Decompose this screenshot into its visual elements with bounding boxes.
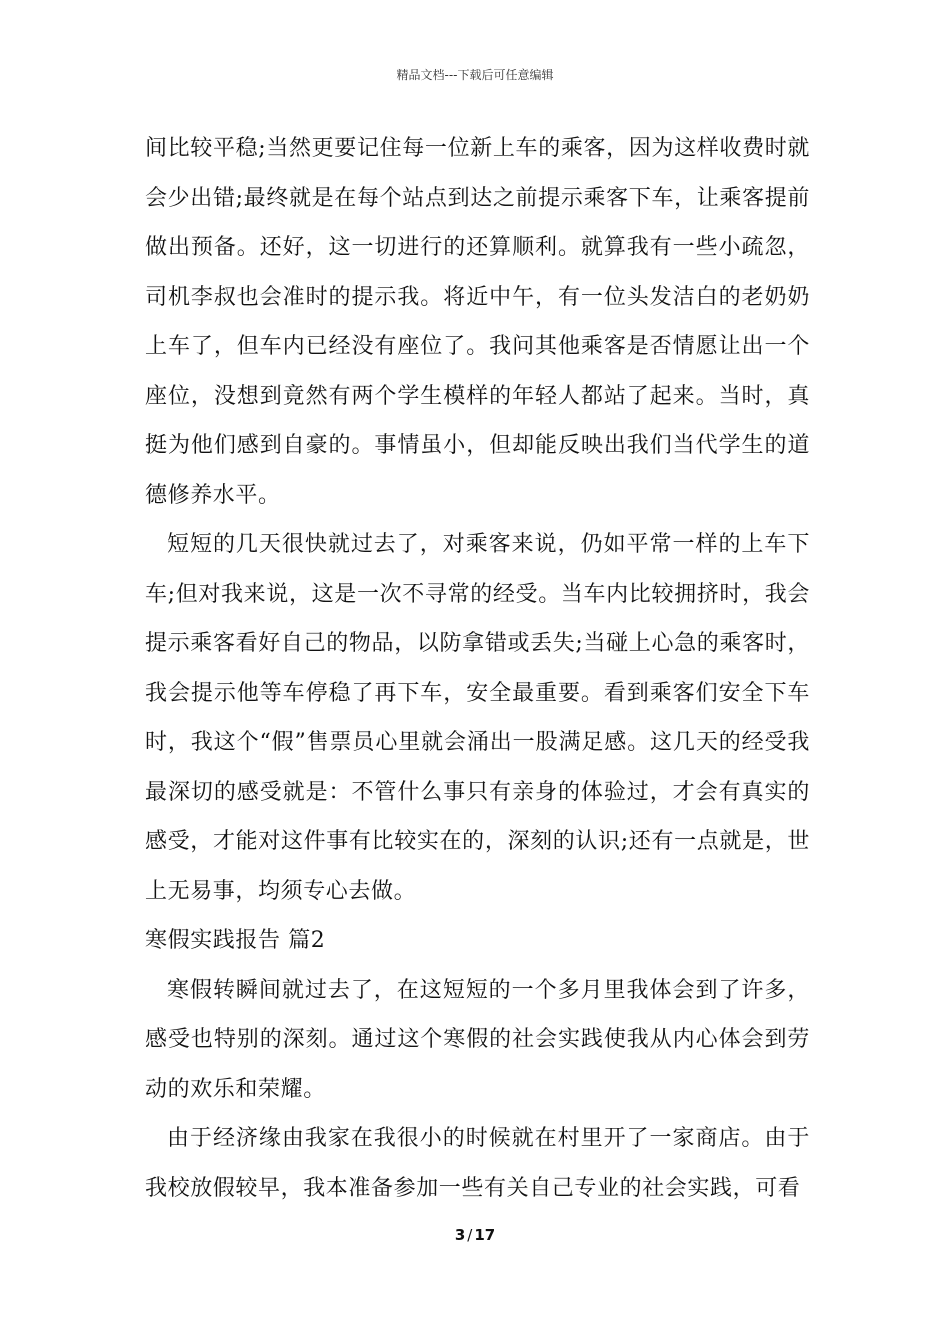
- page-header: 精品文档---下载后可任意编辑: [396, 68, 554, 82]
- paragraph-3: 寒假转瞬间就过去了，在这短短的一个多月里我体会到了许多，感受也特别的深刻。通过这个寒假的社会实践使我从内心体会到劳动的欢乐和荣耀。: [145, 977, 810, 1102]
- page-separator: /: [467, 1226, 473, 1244]
- paragraph-1: 间比较平稳;当然更要记住每一位新上车的乘客，因为这样收费时就会少出错;最终就是在每个站点到达之前提示乘客下车，让乘客提前做出预备。还好，这一切进行的还算顺利。就算我有一些小疏忽，司机李叔也会准时的提示我。将近中午，有一位头发洁白的老奶奶上车了，但车内已经没有座位了。我问其他乘客是否情愿让出一个座位，没想到竟然有两个学生模样的年轻人都站了起来。当时，真挺为他们感到自豪的。事情虽小，但却能反映出我们当代学生的道德修养水平。: [145, 136, 810, 508]
- paragraph-4: 由于经济缘由我家在我很小的时候就在村里开了一家商店。由于我校放假较早，我本准备参加一些有关自己专业的社会实践，可看: [145, 1126, 810, 1201]
- section-title: 寒假实践报告 篇2: [145, 928, 326, 953]
- current-page-number: 3: [454, 1226, 466, 1244]
- document-body: [145, 124, 810, 1213]
- page-number: [0, 1226, 950, 1244]
- paragraph-2: 短短的几天很快就过去了，对乘客来说，仍如平常一样的上车下车;但对我来说，这是一次不寻常的经受。当车内比较拥挤时，我会提示乘客看好自己的物品，以防拿错或丢失;当碰上心急的乘客时，我会提示他等车停稳了再下车，安全最重要。看到乘客们安全下车时，我这个“假”售票员心里就会涌出一股满足感。这几天的经受我最深切的感受就是：不管什么事只有亲身的体验过，才会有真实的感受，才能对这件事有比较实在的，深刻的认识;还有一点就是，世上无易事，均须专心去做。: [145, 532, 810, 904]
- total-pages-number: 17: [474, 1226, 496, 1244]
